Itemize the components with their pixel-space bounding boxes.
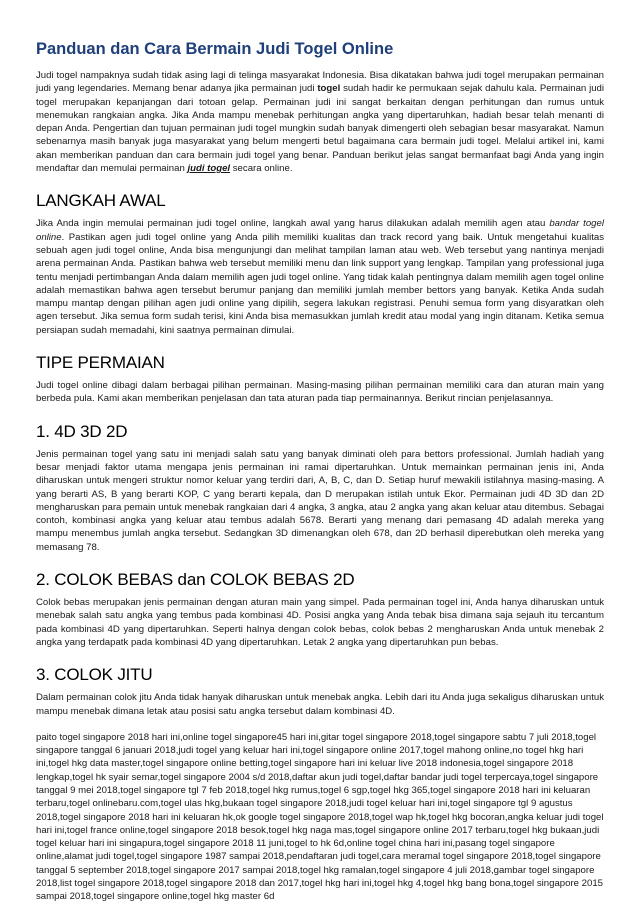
intro-paragraph <box>36 69 604 175</box>
intro-text-a: Judi togel nampaknya sudah tidak asing lagi di telinga masyarakat Indonesia. Bisa dikatakan bahwa judi togel merupakan permainan judi yang legendaries. Memang benar adanya jika permainan judi <box>36 70 604 95</box>
colok-jitu-paragraph: Dalam permainan colok jitu Anda tidak hanyak diharuskan untuk menebak angka. Lebih dari itu Anda juga sekaligus diharuskan untuk mampu menebak dimana letak atau posisi satu angka tersebut dalam kombinasi 4D. <box>36 692 604 717</box>
keyword-bandar-togel: bandar togel online <box>36 218 604 243</box>
keyword-togel: togel <box>317 83 341 95</box>
keyword-tags-paragraph: paito togel singapore 2018 hari ini,online togel singapore45 hari ini,gitar togel singapore 2018,togel singapore sabtu 7 juli 2018,togel singapore tanggal 6 januari 2018,judi togel yang keluar hari ini,togel singapore online 2017,togel mahong online,no togel hkg hari ini,togel hkg data master,togel singapore online betting,togel singapore hari ini keluar live 2018 indonesia,togel singapore 2018 lengkap,togel hk syair semar,togel singapore 2004 s/d 2018,daftar akun judi togel,daftar bandar judi togel terpercaya,togel singapore tanggal 9 mei 2018,togel singapore tgl 7 feb 2018,togel hkg rumus,togel 6 sgp,togel hkg 365,togel singapore 2018 hari ini keluaran terbaru,togel onlinebaru.com,togel ulas hkg,bukaan togel singapore 2018,judi togel keluar hari ini,togel singapore tgl 9 agustus 2018,togel singapore 2018 hari ini keluaran hk,ok google togel singapore 2018,togel wap hk,togel hkg bocoran,angka keluar judi togel hari ini,togel france online,togel singapore 2018 besok,togel hkg naga mas,togel singapore online 2017 terbaru,togel hkg bukaan,judi togel keluar hari ini singapura,togel singapore 2018 11 juni,togel to hk 6d,online togel china hari ini,pasang togel singapore online,alamat judi togel,togel singapore 1987 sampai 2018,pendaftaran judi togel,cara meramal togel singapore 2018,togel singapore tanggal 5 september 2018,togel singapore 2017 sampai 2018,togel hkg ramalan,togel singapore 4 juli 2018,gambar togel singapore 2018,list togel singapore 2018,togel singapore 2018 dan 2017,togel hkg hari ini,togel hkg 4,togel hkg bang bona,togel singapore 2015 sampai 2018,togel singapore online,togel hkg master 6d <box>36 731 604 903</box>
4d-3d-2d-paragraph: Jenis permainan togel yang satu ini menjadi salah satu yang banyak diminati oleh para bettors professional. Jumlah hadiah yang besar menjadi faktor utama mengapa jenis permainan ini ramai dipertaruhkan. Untuk memainkan permainan jenis ini, Anda diharuskan untuk mengeri struktur nomor keluar yang terdiri dari, A, B, C, dan D. Setiap huruf mewakili istilahnya masing-masing. A yang berarti AS, B yang berarti KOP, C yang berarti kepala, dan D merupakan istilah untuk Ekor. Permainan judi 4D 3D dan 2D mengharuskan para pemain untuk menebak rangkaian dari 4 angka, 3 angka, atau 2 angka yang akan keluar atau ditembus. Sebagai contoh, kombinasi angka yang keluar atau tembus adalah 5678. Berarti yang menang dari pemasang 4D adalah mereka yang mampu menembus jumlah angka tersebut. Sedangkan 3D dimenangkan oleh 678, dan 2D berhasil diperebutkan oleh mereka yang memasang 78. <box>36 448 604 553</box>
page-title: Panduan dan Cara Bermain Judi Togel Online <box>36 40 394 58</box>
heading-colok-jitu: 3. COLOK JITU <box>36 665 153 685</box>
heading-tipe-permainan: TIPE PERMAIAN <box>36 353 165 373</box>
langkah-awal-text-a: Jika Anda ingin memulai permainan judi togel online, langkah awal yang harus dilakukan adalah memilih agen atau <box>36 218 550 230</box>
document-page <box>36 40 604 904</box>
intro-text-c: sudah hadir ke permukaan sejak dahulu kala. Permainan judi togel merupakan kepanjangan dari totoan gelap. Permainan judi ini sangat berkaitan dengan perhitungan dan rumus untuk menemukan rangkaian angka. Jika Anda mampu menebak perhitungan angka yang dipertaruhkan, hadiah besar telah menanti di depan Anda. Pengertian dan tujuan permainan judi togel mungkin sudah banyak dimengerti oleh sebagian besar masyarakat. Namun sebenarnya masih banyak juga masyarakat yang belum mengerti betul bagaimana cara bermain judi togel. Melalui artikel ini, kami akan memberikan panduan dan cara bermain judi togel yang benar. Panduan berikut jelas sangat bermanfaat bagi Anda yang ingin mendaftar dan memulai permainan <box>36 83 604 175</box>
keyword-judi-togel-link[interactable]: judi togel <box>187 163 231 175</box>
heading-colok-bebas: 2. COLOK BEBAS dan COLOK BEBAS 2D <box>36 570 355 590</box>
heading-4d-3d-2d: 1. 4D 3D 2D <box>36 421 128 441</box>
colok-bebas-paragraph: Colok bebas merupakan jenis permainan dengan aturan main yang simpel. Pada permainan togel ini, Anda hanya diharuskan untuk menebak salah satu angka yang tembus pada kombinasi 4D. Posisi angka yang Anda tebak bisa dimana saja sejauh itu tercantum pada kombinasi 4D yang dipertaruhkan. Seperti halnya dengan colok bebas, colok bebas 2 mengharuskan Anda untuk menebak 2 angka yang terdapatk pada kombinasi 4D yang dipertaruhkan. Letak 2 angka yang dipertaruhkan pun bebas. <box>36 597 604 648</box>
langkah-awal-text-c: . Pastikan agen judi togel online yang Anda pilih memiliki kualitas dan track record yang baik. Untuk mengetahui kualitas sebuah agen judi togel online, Anda bisa mengunjungi dan melihat tampilan laman atau web. Web tersebut yang nantinya menjadi arena permainan Anda. Pastikan bahwa web tersebut memiliki menu dan link support yang lengkap. Tampilan yang professional juga tentu menjadi pertimbangan Anda dalam memilih agen judi togel online. Yang tidak kalah pentingnya dalam memilih agen togel online adalah memastikan bahwa agen tersebut berumur panjang dan memiliki jumlah member bettors yang banyak. Ketika Anda sudah mampu mantap dengan pilihan agen judi online yang dipilih, segera lakukan registrasi. Penuhi semua form yang disyaratkan oleh agen tersebut. Jika semua form sudah terisi, kini Anda bisa memasukkan jumlah kredit atau modal yang ingin ditanam. Ketika semua persiapan sudah memadahi, kini saatnya permainan dimulai. <box>36 231 604 336</box>
intro-text-e: secara online. <box>230 163 293 175</box>
heading-langkah-awal: LANGKAH AWAL <box>36 191 166 211</box>
langkah-awal-paragraph <box>36 217 604 337</box>
tipe-permainan-paragraph: Judi togel online dibagi dalam berbagai pilihan permainan. Masing-masing pilihan permainan memiliki cara dan aturan main yang berbeda pula. Kami akan memberikan penjelasan dan tata aturan pada tiap permainannya. Berikut rincian penjelasannya. <box>36 380 604 405</box>
